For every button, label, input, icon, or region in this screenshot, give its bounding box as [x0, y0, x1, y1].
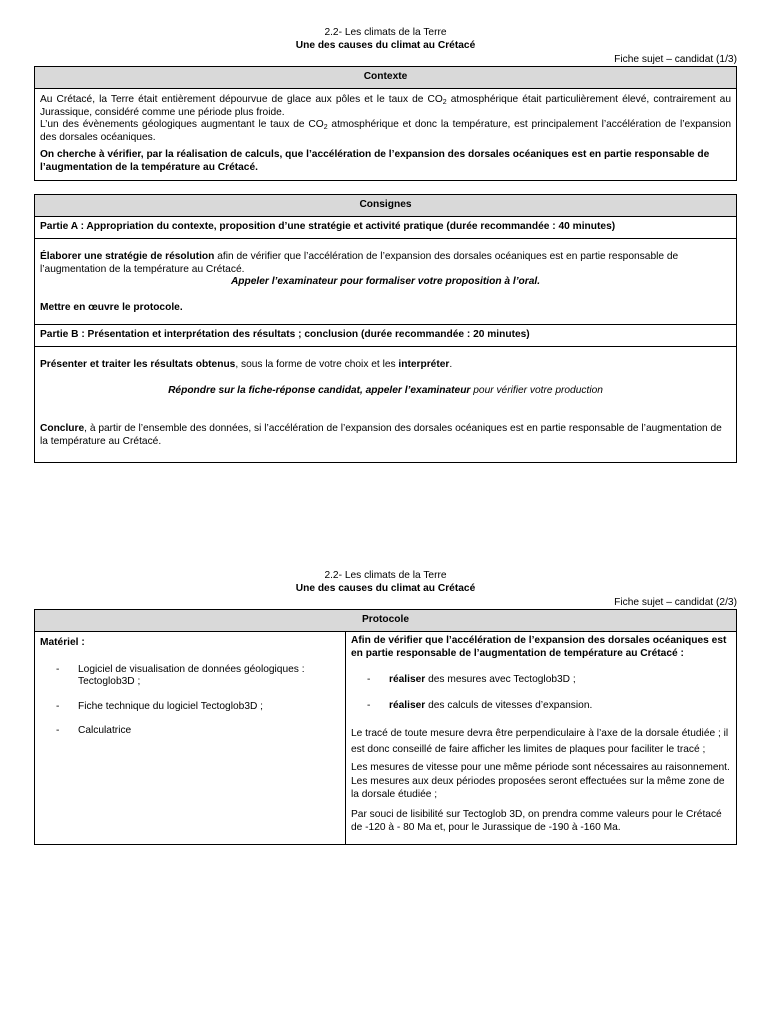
chapter-title: 2.2- Les climats de la Terre — [324, 27, 447, 38]
partB-conclude: Conclure, à partir de l’ensemble des données, si l’accélération de l’expansion des dorsales océaniques est en partie responsable de l’augmentation de la température au Crétacé. — [40, 423, 722, 447]
protocole-heading: Protocole — [35, 610, 737, 632]
partB-answer: Répondre sur la fiche-réponse candidat, appeler l’examinateur pour vérifier votre production — [168, 384, 603, 396]
contexte-problem: On cherche à vérifier, par la réalisation de calculs, que l’accélération de l’expansion des dorsales océaniques est en partie responsable de l’augmentation de la température au Crétacé. — [40, 149, 710, 173]
subject-title: Une des causes du climat au Crétacé — [295, 582, 476, 594]
page-2 — [34, 570, 737, 845]
page-1 — [34, 27, 737, 463]
protocole-intro: Afin de vérifier que l’accélération de l’expansion des dorsales océaniques est en partie responsable de l’augmentation de température au Crétacé : — [351, 635, 727, 659]
contexte-body — [35, 89, 737, 181]
partB-body — [35, 347, 737, 463]
protocole-note-3: Par souci de lisibilité sur Tectoglob 3D, on prendra comme valeurs pour le Crétacé de -120 à - 80 Ma et, pour le Jurassique de -190 à -160 Ma. — [351, 808, 722, 833]
protocole-steps-cell — [346, 632, 737, 845]
partA-protocol: Mettre en œuvre le protocole. — [40, 301, 183, 313]
materiel-title: Matériel : — [40, 637, 85, 648]
partB-title: Partie B : Présentation et interprétation des résultats ; conclusion (durée recommandée : 20 minutes) — [35, 325, 737, 347]
contexte-paragraph-1: Au Crétacé, la Terre était entièrement dépourvue de glace aux pôles et le taux de $CO_2$ atmosphérique était particulièrement élevé, contrairement au Jurassique, considéré comme une période plus froide. — [40, 94, 731, 118]
steps-list — [351, 674, 731, 712]
partA-strategy: Élaborer une stratégie de résolution afin de vérifier que l’accélération de l’expansion des dorsales océaniques est en partie responsable de l’augmentation de la température au Crétacé. — [40, 251, 679, 275]
chapter-title: 2.2- Les climats de la Terre — [324, 570, 447, 581]
list-item: - Calculatrice — [56, 725, 340, 738]
contexte-table — [34, 66, 737, 181]
contexte-heading: Contexte — [35, 67, 737, 89]
list-item: - Fiche technique du logiciel Tectoglob3D ; — [56, 701, 340, 714]
list-item: - réaliser des calculs de vitesses d’expansion. — [367, 700, 731, 713]
consignes-heading: Consignes — [35, 195, 737, 217]
list-item: - réaliser des mesures avec Tectoglob3D ; — [367, 674, 731, 687]
partA-title: Partie A : Appropriation du contexte, proposition d’une stratégie et activité pratique (durée recommandée : 40 minutes) — [35, 217, 737, 239]
contexte-paragraph-2: L’un des évènements géologiques augmentant le taux de $CO_2$ atmosphérique et donc la température, est principalement l’accélération de l’expansion des dorsales océaniques. — [40, 119, 731, 143]
list-item: - Logiciel de visualisation de données géologiques : Tectoglob3D ; — [56, 664, 340, 689]
fiche-label: Fiche sujet – candidat (1/3) — [614, 54, 737, 65]
protocole-table — [34, 609, 737, 845]
protocole-note-1: Le tracé de toute mesure devra être perpendiculaire à l’axe de la dorsale étudiée ; il est donc conseillé de faire afficher les limites de plaques pour faciliter le tracé ; — [351, 728, 729, 755]
partA-body — [35, 239, 737, 325]
fiche-label: Fiche sujet – candidat (2/3) — [614, 597, 737, 608]
subject-title: Une des causes du climat au Crétacé — [295, 39, 476, 51]
partB-present: Présenter et traiter les résultats obtenus, sous la forme de votre choix et les interpréter. — [40, 359, 453, 370]
materiel-list — [40, 664, 340, 738]
materiel-cell — [35, 632, 346, 845]
protocole-note-2: Les mesures de vitesse pour une même période sont nécessaires au raisonnement. Les mesures aux deux périodes proposées seront effectuées sur la même zone de la dorsale étudiée ; — [351, 762, 730, 800]
partA-call-examiner: Appeler l’examinateur pour formaliser votre proposition à l’oral. — [230, 276, 541, 287]
consignes-table — [34, 194, 737, 463]
